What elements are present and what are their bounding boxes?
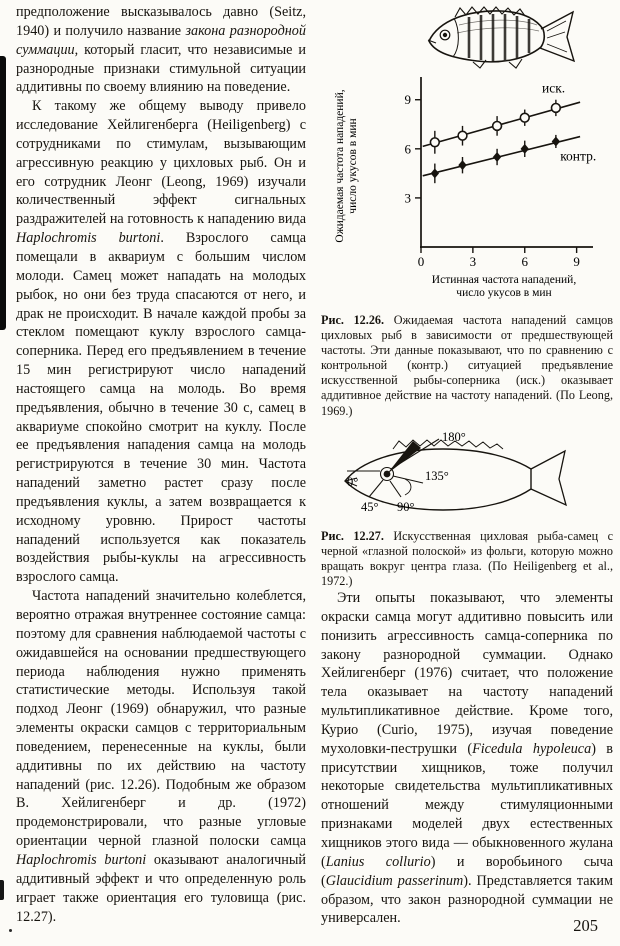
figure-12-27-fish — [335, 431, 613, 523]
italic-run: Glaucidium passerinum — [325, 872, 464, 889]
y-tick-label: 6 — [404, 141, 411, 157]
figure-12-27 — [321, 431, 613, 589]
series-label: иск. — [542, 80, 566, 96]
figure-12-27-caption — [321, 529, 613, 589]
series-label: контр. — [560, 148, 597, 164]
italic-run: Lanius collurio — [325, 853, 431, 870]
data-point-open-circle — [520, 113, 529, 122]
italic-run: закона разнородной суммации — [16, 22, 306, 58]
x-axis-label: Истинная частота нападений, число укусов в мин — [431, 274, 577, 299]
black-foil-eyebar — [387, 441, 421, 474]
data-point-filled-diamond — [493, 152, 501, 162]
text-run: Эти опыты показывают, что элементы окраски самца могут аддитивно повысить или понизить агрессивность самца-соперника по закону разнородной суммации. Однако Хейлигенберг (1976) считает, что положение тела оказывает на частоту нападений мультипликативное действие. Кроме того, Курио (Curio, 1975), изучая поведение мухоловки-пеструшки ( — [321, 590, 613, 757]
angle-label-135: 135° — [425, 468, 449, 483]
paragraph — [16, 3, 306, 97]
data-point-filled-diamond — [431, 168, 439, 178]
attack-rate-chart — [321, 69, 605, 307]
scan-artifact-bar — [0, 56, 6, 330]
text-run: . Взрослого самца помещали в аквариум с большим числом молоди. Самец может нападать на молодых рыбок, но они без труда спасаются от него, и драк не происходит. В начале каждой пробы за стеклом помещают куклу взрослого самца-соперника. Перед его предъявлением в течение 15 мин регистрируют число нападений настоящего самца на молодь. Во время предъявления, обычно в течение 30 с, самец в аквариуме спокойно смотрит на куклу. После ее предъявления нападения самца на молодь регистрируются в течение 30 мин. Частота нападений заметно растет сразу после предъявления куклы, а затем возвращается к исходному уровню. Прирост частоты нападений используется как показатель воздействия рыбы-куклы на агрессивность взрослого самца. — [16, 230, 307, 586]
text-run: ) и воробьиного сыча ( — [321, 853, 614, 889]
x-tick-label: 0 — [417, 254, 425, 269]
scan-artifact-mark — [0, 880, 4, 900]
text-run: Искусственная цихловая рыба-самец с черной «глазной полоской» из фольги, которую можно вращать вокруг центра глаза. (По Heiligenberg et al., 1972.) — [321, 528, 613, 588]
bold-run: Рис. 12.26. — [321, 313, 385, 327]
data-point-filled-diamond — [552, 136, 560, 146]
cichlid-fish-illustration — [423, 5, 581, 69]
data-point-open-circle — [493, 122, 502, 131]
paragraph — [16, 97, 306, 587]
italic-run: Haplochromis burtoni — [16, 851, 147, 868]
text-run: ). Представляется таким образом, что закон разнородной суммации не универсален. — [321, 872, 613, 927]
text-run: К такому же общему выводу привело исследование Хейлигенберга (Heiligenberg) с сотрудниками по стимулам, вызывающим агрессивную реакцию у цихловых рыб. Он и его сотрудник Леонг (Leong, 1969) изучали количественный эффект сигнальных раздражителей на готовность к нападению вида — [16, 98, 306, 228]
x-tick-label: 9 — [573, 254, 580, 269]
fish-tail — [531, 451, 566, 505]
angle-label-0: 0° — [347, 474, 359, 489]
fish-eye — [443, 33, 447, 37]
data-point-filled-diamond — [458, 160, 466, 170]
data-point-open-circle — [551, 104, 560, 113]
text-run: предположение высказывалось давно (Seitz, 1940) и получило название — [16, 4, 306, 39]
figure-12-26-chart — [321, 69, 613, 307]
tail-hatching — [547, 21, 567, 52]
data-point-filled-diamond — [521, 144, 529, 154]
angle-line-45 — [369, 480, 383, 497]
text-run: Частота нападений значительно колеблется, вероятно отражая внутреннее состояние самца: поэтому для сравнения наблюдаемой частоты с ожидавшейся на основании предшествующего периода наблюдения нужно применять статистические методы. Используя такой подход Леонг (1969) обнаружил, что разные элементы окраски самцов с территориальным поведением, перенесенные на куклы, были аддитивны по их действию на частоту нападений (рис. 12.26). Подобным же образом В. Хейлигенберг и др. (1972) продемонстрировали, что разные угловые ориентации черной глазной полоски самца — [16, 588, 306, 850]
figure-12-26-caption — [321, 313, 613, 419]
data-point-open-circle — [458, 131, 467, 140]
angle-line-135 — [393, 476, 423, 483]
page-number: 205 — [573, 916, 598, 935]
figure-12-26 — [321, 5, 613, 419]
angle-label-90: 90° — [397, 499, 415, 514]
angle-label-180: 180° — [442, 430, 466, 444]
text-run: , который гласит, что независимые и разнородные признаки стимульной ситуации аддитивны по своему влиянию на поведение. — [16, 41, 306, 96]
eyebar-fish-illustration — [335, 431, 579, 523]
left-column — [16, 3, 306, 926]
italic-run: Haplochromis burtoni — [16, 230, 161, 247]
text-run: оказывают аналогичный аддитивный эффект и что определенную роль играет также ориентация его туловища (рис. 12.27). — [16, 851, 306, 925]
y-axis-label: Ожидаемая частота нападений,число укусов в мин — [334, 89, 359, 243]
ventral-fins — [473, 59, 522, 68]
y-tick-label: 9 — [404, 92, 411, 108]
paragraph — [321, 589, 613, 928]
italic-run: Ficedula hypoleuca — [472, 740, 592, 757]
scan-artifact-dot — [9, 929, 12, 932]
bold-run: Рис. 12.27. — [321, 528, 384, 543]
gill-line — [453, 18, 458, 57]
text-run: ) в присутствии хищников, тоже получил некоторые свидетельства мультипликативных отношений между стимуляционными признаками моделей двух естественных хищников этого вида — обыкновенного жулана ( — [321, 740, 613, 870]
x-tick-label: 6 — [521, 254, 528, 269]
angle-label-45: 45° — [361, 499, 379, 514]
paragraph — [16, 587, 306, 926]
right-column — [321, 3, 613, 928]
data-point-open-circle — [430, 138, 439, 147]
pectoral-fin — [405, 479, 411, 495]
fish-tail — [540, 12, 574, 61]
text-run: Ожидаемая частота нападений самцов цихловых рыб в зависимости от предшествующей частоты. Эти данные показывают, что по сравнению с контрольной (контр.) ситуацией предъявление искусственной рыбы-соперника (иск.) оказывает аддитивное действие на частоту нападений. (По Leong, 1969.) — [321, 313, 613, 418]
figure-12-26-fish — [423, 5, 613, 69]
angle-line-90 — [390, 481, 401, 497]
x-tick-label: 3 — [469, 254, 477, 269]
y-tick-label: 3 — [404, 190, 411, 206]
